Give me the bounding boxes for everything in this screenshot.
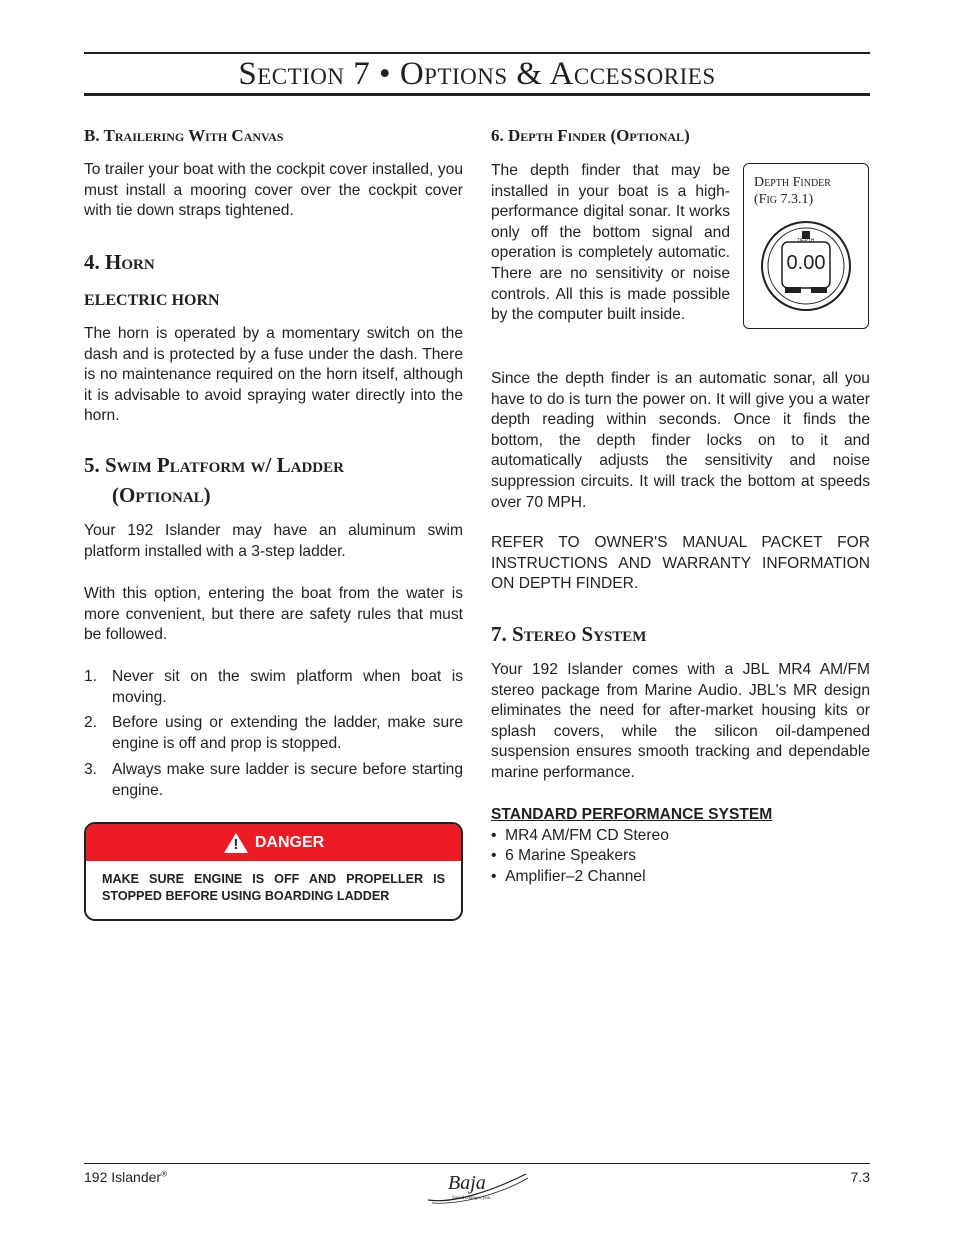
figure-caption: Depth Finder (Fig 7.3.1) [754,175,831,207]
warning-triangle-icon: ! [223,832,249,854]
rule-number: 2. [84,714,98,731]
horn-subheading: ELECTRIC HORN [84,292,220,309]
depth-heading: 6. Depth Finder (Optional) [491,126,690,145]
depth-body-3: REFER TO OWNER'S MANUAL PACKET FOR INSTRUCTIONS AND WARRANTY INFORMATION ON DEPTH FINDER. [491,534,870,593]
horn-body: The horn is operated by a momentary switch on the dash and is protected by a fuse under the dash. There is no maintenance required on the horn itself, although it is advisable to avoid spraying water directly into the horn. [84,325,463,425]
horn-heading: 4. Horn [84,250,155,274]
rule-text: Before using or extending the ladder, make sure engine is off and prop is stopped. [112,714,463,752]
danger-label: DANGER [254,833,325,851]
rule-item-3 [84,760,463,801]
stereo-list-item: • 6 Marine Speakers [491,847,637,864]
swim-body-2: With this option, entering the boat from the water is more convenient, but there are safety rules that must be followed. [84,585,463,644]
stereo-body: Your 192 Islander comes with a JBL MR4 AM/FM stereo package from Marine Audio. JBL's MR design eliminates the need for after-market housing kits or splash covers, while the silicon oil-dampened suspension ensures smooth tracking and dependable marine performance. [491,661,870,781]
rule-item-2 [84,713,463,754]
swim-heading: 5. Swim Platform w/ Ladder [84,453,344,477]
header-bottom-rule [84,93,870,96]
danger-notice [84,822,463,921]
depth-body-1: The depth finder that may be installed in your boat is a high-performance digital sonar. It works only off the bottom signal and operation is completely automatic. There are no sensitivity or noise controls. All this is made possible by the computer built inside. [491,162,730,324]
stereo-list-title: STANDARD PERFORMANCE SYSTEM [491,806,773,823]
swim-heading-optional: (Optional) [112,483,211,507]
depth-finder-figure [743,163,869,329]
danger-banner [86,824,461,861]
gauge-label: DEPTH [797,238,815,244]
trailering-heading: B. Trailering With Canvas [84,126,284,145]
trailering-body: To trailer your boat with the cockpit cover installed, you must install a mooring cover over the cockpit cover with tie down straps tightened. [84,161,463,220]
rule-item-1 [84,667,463,708]
danger-message: MAKE SURE ENGINE IS OFF AND PROPELLER IS STOPPED BEFORE USING BOARDING LADDER [102,872,445,903]
rule-number: 3. [84,761,98,778]
baja-logo: Baja Speed changes you. [424,1170,530,1206]
page-title: Section 7 • Options & Accessories [238,56,716,92]
rule-number: 1. [84,668,98,685]
rule-text: Never sit on the swim platform when boat is moving. [112,668,463,706]
stereo-heading: 7. Stereo System [491,622,647,646]
footer-rule [84,1163,870,1164]
stereo-list-item: • MR4 AM/FM CD Stereo [491,827,669,844]
depth-reading: 0.00 [786,252,826,274]
depth-gauge [760,220,852,312]
page-number: 7.3 [850,1169,870,1185]
rule-text: Always make sure ladder is secure before starting engine. [112,761,463,799]
depth-body-2: Since the depth finder is an automatic sonar, all you have to do is turn the power on. It will give you a water depth reading within seconds. Once it finds the bottom, the depth finder locks on to it and automatically adjusts the sensitivity and noise suppression circuits. It will track the bottom at speeds over 70 MPH. [491,370,870,511]
stereo-list-item: • Amplifier–2 Channel [491,868,646,885]
footer-model: 192 Islander® [84,1169,167,1185]
swim-body-1: Your 192 Islander may have an aluminum swim platform installed with a 3-step ladder. [84,522,463,560]
header-top-rule [84,52,870,54]
